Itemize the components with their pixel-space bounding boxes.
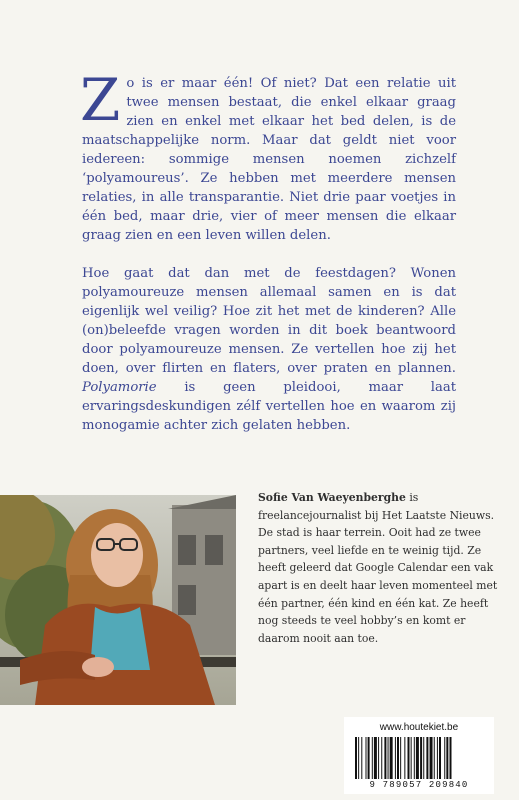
author-photo	[0, 495, 236, 705]
book-title-italic: Polyamorie	[82, 380, 157, 395]
author-bio	[258, 489, 500, 647]
isbn-number: 9 789057 209840	[369, 780, 469, 790]
author-name: Sofie Van Waeyenberghe	[258, 491, 406, 504]
drop-cap: Z	[80, 66, 121, 134]
blurb-paragraph-1-text: o is er maar één! Of niet? Dat een relatie uit twee mensen bestaat, die enkel elkaar graag zien en enkel met elkaar het bed delen, is de maatschappelijke norm. Maar dat geldt niet voor iedereen: sommige mensen noemen zichzelf ‘polyamoureus’. Ze hebben met meerdere mensen relaties, in alle transparantie. Niet drie paar voetjes in één bed, maar drie, vier of meer mensen die elkaar graag zien en een leven willen delen.	[82, 76, 456, 243]
blurb-paragraph-2	[82, 264, 456, 435]
blurb-paragraph-1	[80, 66, 456, 245]
barcode-box	[344, 717, 494, 794]
back-cover-blurb	[80, 66, 457, 435]
blurb-paragraph-2-text: Hoe gaat dat dan met de feestdagen? Wonen polyamoureuze mensen allemaal samen en is dat eigenlijk wel veilig? Hoe zit het met de kinderen? Alle (on)beleefde vragen worden in dit boek beantwoord door polyamoureuze mensen. Ze vertellen hoe zij het doen, over flirten en flaters, over praten en plannen.	[82, 266, 456, 376]
author-bio-text: is freelancejournalist bij Het Laatste Nieuws. De stad is haar terrein. Ooit had ze twee partners, veel liefde en te weinig tijd. Ze heeft geleerd dat Google Calendar een vak apart is en deelt haar leven momenteel met één partner, één kind en één kat. Ze heeft nog steeds te veel hobby’s en komt er daarom nooit aan toe.	[258, 491, 498, 645]
barcode-icon	[355, 737, 483, 781]
blurb-paragraph-2-ending: is geen pleidooi, maar laat ervaringsdeskundigen zélf vertellen hoe en waarom zij monogamie achter zich gelaten hebben.	[82, 380, 457, 433]
publisher-url: www.houtekiet.be	[379, 722, 459, 733]
